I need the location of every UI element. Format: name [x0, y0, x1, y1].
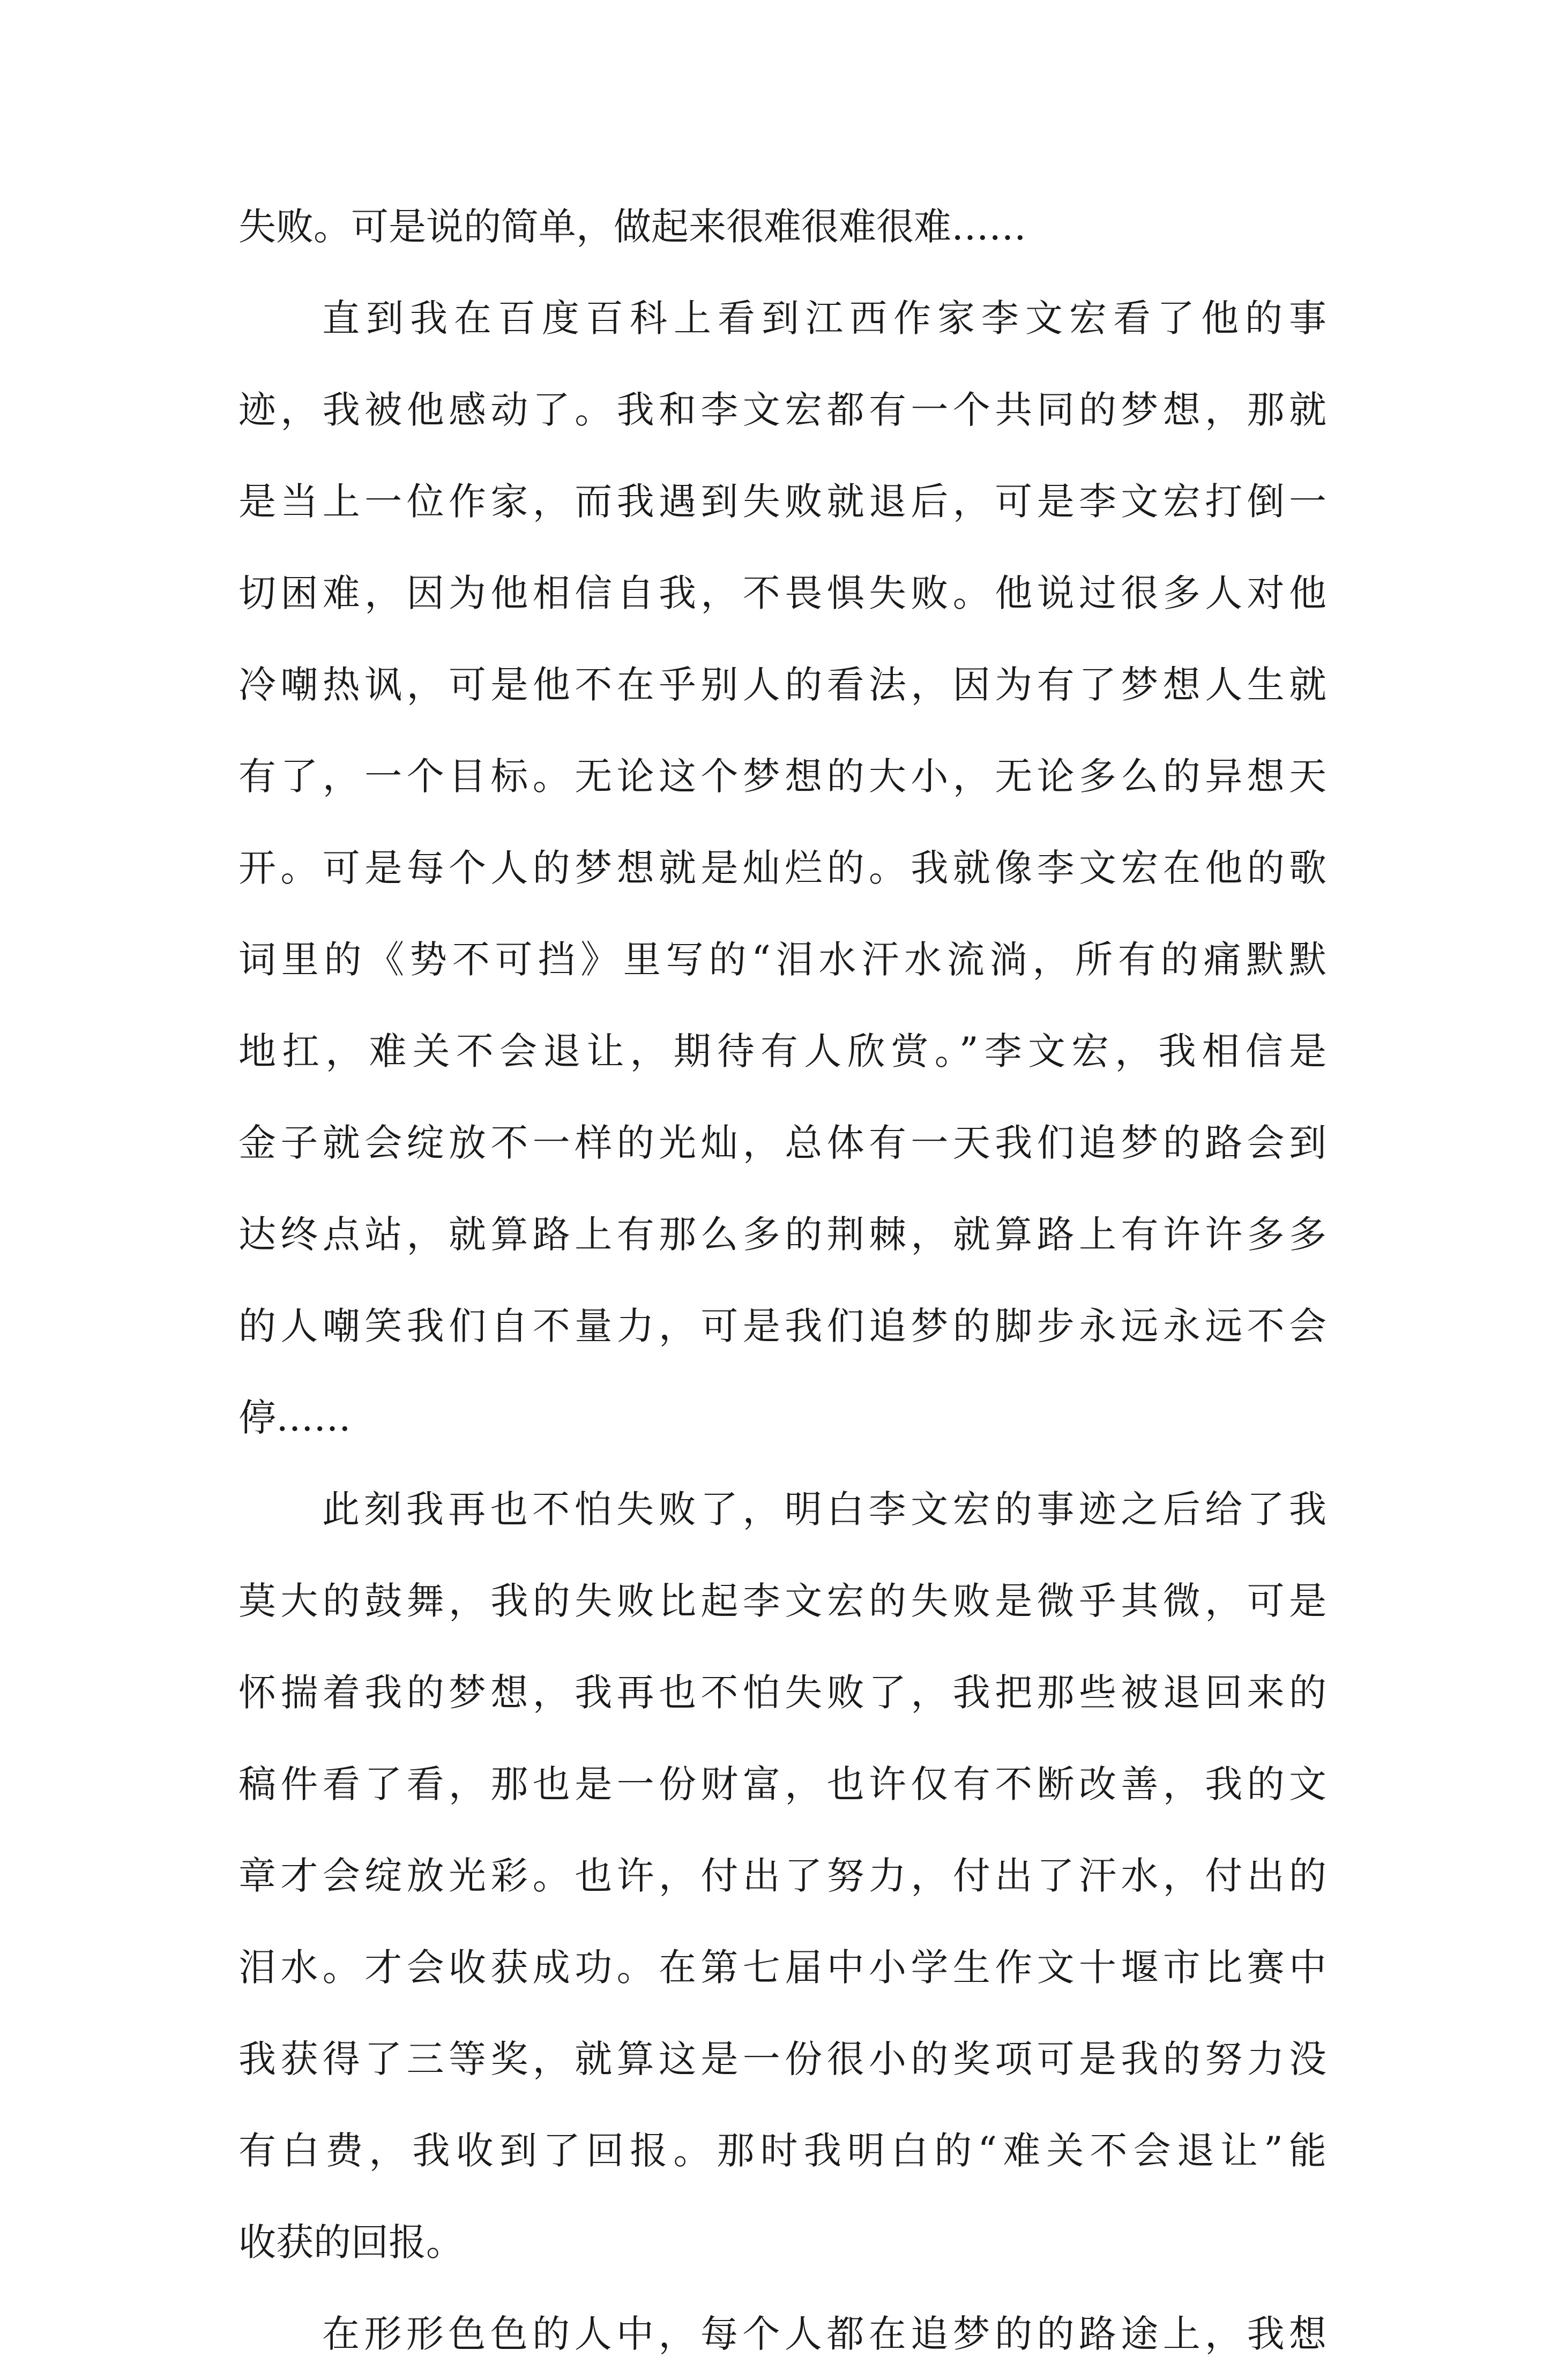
text-line: 停……	[238, 1396, 351, 1440]
paragraph-start-line: 在形形色色的人中，每个人都在追梦的的路途上，我想	[322, 2312, 1326, 2356]
text-line: 切困难，因为他相信自我，不畏惧失败。他说过很多人对他	[238, 571, 1326, 615]
text-line: 开。可是每个人的梦想就是灿烂的。我就像李文宏在他的歌	[238, 846, 1326, 890]
text-line: 怀揣着我的梦想，我再也不怕失败了，我把那些被退回来的	[238, 1671, 1326, 1715]
text-line: 稿件看了看，那也是一份财富，也许仅有不断改善，我的文	[238, 1762, 1326, 1806]
text-line: 迹，我被他感动了。我和李文宏都有一个共同的梦想，那就	[238, 388, 1326, 432]
text-line: 词里的《势不可挡》里写的“泪水汗水流淌，所有的痛默默	[238, 938, 1326, 982]
body-text	[238, 181, 1326, 2380]
text-line: 收获的回报。	[238, 2220, 464, 2264]
text-line: 章才会绽放光彩。也许，付出了努力，付出了汗水，付出的	[238, 1854, 1326, 1898]
text-line: 我获得了三等奖，就算这是一份很小的奖项可是我的努力没	[238, 2037, 1326, 2081]
text-line: 达终点站，就算路上有那么多的荆棘，就算路上有许许多多	[238, 1213, 1326, 1256]
text-line: 有了，一个目标。无论这个梦想的大小，无论多么的异想天	[238, 754, 1326, 798]
text-line: 冷嘲热讽，可是他不在乎别人的看法，因为有了梦想人生就	[238, 663, 1326, 707]
text-line: 是当上一位作家，而我遇到失败就退后，可是李文宏打倒一	[238, 480, 1326, 523]
text-line: 泪水。才会收获成功。在第七届中小学生作文十堰市比赛中	[238, 1945, 1326, 1989]
text-line: 金子就会绽放不一样的光灿，总体有一天我们追梦的路会到	[238, 1121, 1326, 1165]
paragraph-start-line: 直到我在百度百科上看到江西作家李文宏看了他的事	[322, 296, 1326, 340]
text-line: 失败。可是说的简单，做起来很难很难很难……	[238, 205, 1026, 249]
text-line: 地扛，难关不会退让，期待有人欣赏。”李文宏，我相信是	[238, 1029, 1326, 1073]
text-line: 有白费，我收到了回报。那时我明白的“难关不会退让”能	[238, 2129, 1326, 2173]
text-line: 莫大的鼓舞，我的失败比起李文宏的失败是微乎其微，可是	[238, 1579, 1326, 1623]
text-line: 的人嘲笑我们自不量力，可是我们追梦的脚步永远永远不会	[238, 1304, 1326, 1348]
paragraph-start-line: 此刻我再也不怕失败了，明白李文宏的事迹之后给了我	[322, 1487, 1326, 1531]
